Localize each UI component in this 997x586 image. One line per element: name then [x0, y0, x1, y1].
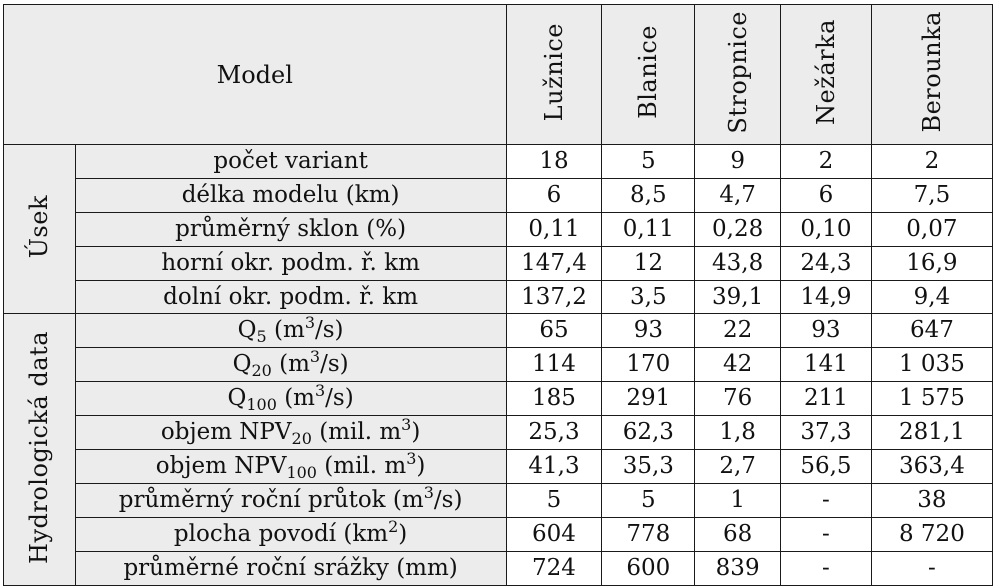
cell: 39,1: [695, 280, 781, 314]
cell: 647: [871, 314, 992, 348]
cell: -: [871, 551, 992, 585]
table-row: [4, 483, 993, 517]
model-header: Model: [4, 5, 507, 145]
cell: 211: [781, 382, 872, 416]
cell: 93: [781, 314, 872, 348]
row-label: $Q_{20}$ $(m^3/s)$: [75, 348, 506, 382]
table-row: [4, 212, 993, 246]
cell: 0,11: [506, 212, 602, 246]
cell: 114: [506, 348, 602, 382]
cell: 41,3: [506, 450, 602, 484]
cell: 5: [602, 145, 695, 179]
row-label: objem $NPV_{20}$ (mil. $m^3$): [75, 416, 506, 450]
cell: 65: [506, 314, 602, 348]
table-row: [4, 348, 993, 382]
group-label-hydrologicka-data: [4, 314, 76, 585]
table-row: [4, 382, 993, 416]
cell: 7,5: [871, 178, 992, 212]
cell: -: [781, 551, 872, 585]
cell: 185: [506, 382, 602, 416]
river-name: Berounka: [917, 11, 946, 133]
cell: 600: [602, 551, 695, 585]
cell: 24,3: [781, 246, 872, 280]
cell: 1: [695, 483, 781, 517]
row-label: počet variant: [75, 145, 506, 179]
cell: 18: [506, 145, 602, 179]
cell: 76: [695, 382, 781, 416]
cell: 4,7: [695, 178, 781, 212]
cell: 2: [871, 145, 992, 179]
cell: 62,3: [602, 416, 695, 450]
cell: 9,4: [871, 280, 992, 314]
cell: 9: [695, 145, 781, 179]
cell: 6: [781, 178, 872, 212]
data-table: [3, 4, 993, 586]
river-header-berounka: [871, 5, 992, 145]
cell: 604: [506, 517, 602, 551]
cell: 2,7: [695, 450, 781, 484]
cell: 0,28: [695, 212, 781, 246]
river-name: Stropnice: [723, 10, 752, 134]
river-header-blanice: [602, 5, 695, 145]
cell: 37,3: [781, 416, 872, 450]
cell: 8 720: [871, 517, 992, 551]
cell: 25,3: [506, 416, 602, 450]
cell: 0,11: [602, 212, 695, 246]
cell: 141: [781, 348, 872, 382]
row-label: $Q_{100}$ $(m^3/s)$: [75, 382, 506, 416]
table-row: [4, 517, 993, 551]
cell: 778: [602, 517, 695, 551]
cell: 0,07: [871, 212, 992, 246]
cell: 281,1: [871, 416, 992, 450]
cell: 291: [602, 382, 695, 416]
cell: 93: [602, 314, 695, 348]
cell: 6: [506, 178, 602, 212]
cell: 43,8: [695, 246, 781, 280]
cell: 724: [506, 551, 602, 585]
table-row: [4, 178, 993, 212]
row-label: průměrný sklon (%): [75, 212, 506, 246]
river-header-stropnice: [695, 5, 781, 145]
cell: 2: [781, 145, 872, 179]
table-row: [4, 145, 993, 179]
row-label: průměrné roční srážky (mm): [75, 551, 506, 585]
table-row: [4, 450, 993, 484]
table-row: [4, 416, 993, 450]
river-name: Blanice: [634, 25, 663, 119]
row-label: horní okr. podm. ř. km: [75, 246, 506, 280]
group-label-usek: [4, 145, 76, 314]
row-label: dolní okr. podm. ř. km: [75, 280, 506, 314]
table-row: [4, 551, 993, 585]
river-name: Nežárka: [811, 19, 840, 125]
river-name: Lužnice: [539, 22, 568, 122]
cell: 42: [695, 348, 781, 382]
row-label: plocha povodí $(km^2)$: [75, 517, 506, 551]
cell: 68: [695, 517, 781, 551]
cell: -: [781, 517, 872, 551]
river-header-nezarka: [781, 5, 872, 145]
cell: 56,5: [781, 450, 872, 484]
table-row: [4, 280, 993, 314]
cell: 1 035: [871, 348, 992, 382]
header-row: [4, 5, 993, 145]
row-label: $Q_5$ $(m^3/s)$: [75, 314, 506, 348]
cell: 8,5: [602, 178, 695, 212]
group-name: Úsek: [25, 195, 54, 259]
cell: 14,9: [781, 280, 872, 314]
table-row: [4, 314, 993, 348]
row-label: průměrný roční průtok $(m^3/s)$: [75, 483, 506, 517]
cell: 363,4: [871, 450, 992, 484]
cell: 16,9: [871, 246, 992, 280]
cell: 5: [602, 483, 695, 517]
cell: 0,10: [781, 212, 872, 246]
cell: 38: [871, 483, 992, 517]
group-name: Hydrologická data: [25, 330, 54, 564]
river-header-luznice: [506, 5, 602, 145]
cell: 5: [506, 483, 602, 517]
cell: 12: [602, 246, 695, 280]
table-row: [4, 246, 993, 280]
cell: 839: [695, 551, 781, 585]
cell: 22: [695, 314, 781, 348]
cell: 1,8: [695, 416, 781, 450]
cell: 35,3: [602, 450, 695, 484]
cell: 3,5: [602, 280, 695, 314]
cell: -: [781, 483, 872, 517]
row-label: délka modelu (km): [75, 178, 506, 212]
cell: 1 575: [871, 382, 992, 416]
cell: 170: [602, 348, 695, 382]
cell: 137,2: [506, 280, 602, 314]
row-label: objem $NPV_{100}$ (mil. $m^3$): [75, 450, 506, 484]
cell: 147,4: [506, 246, 602, 280]
